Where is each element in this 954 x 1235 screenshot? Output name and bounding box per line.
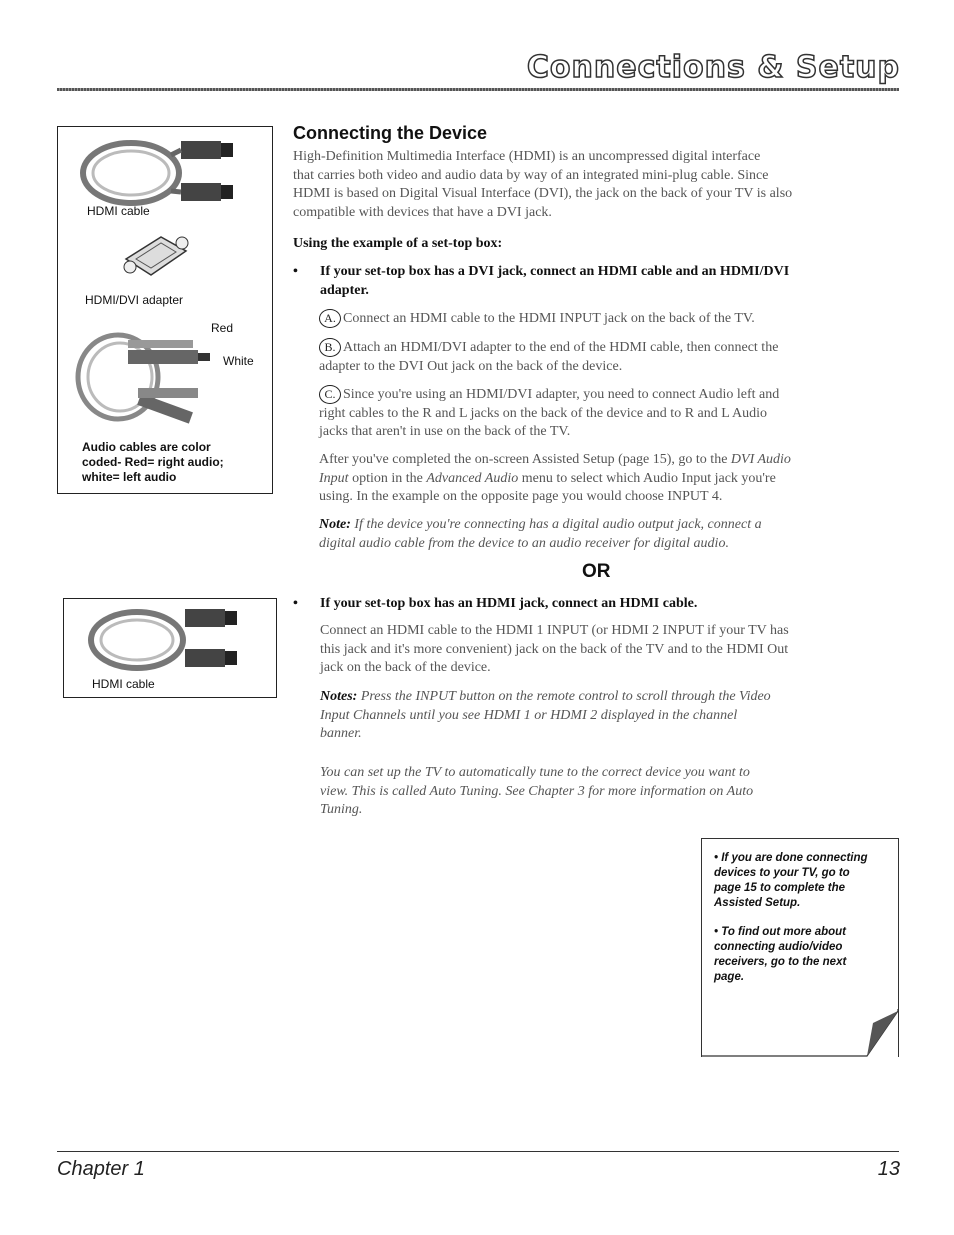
bullet2-paragraph [320,622,900,678]
note-label: Note: [319,517,351,532]
step-b [319,338,899,376]
tip-line: • To find out more about [714,926,846,938]
audio-caption-line3: white= left audio [82,470,177,484]
tip-line: • If you are done connecting [714,852,868,864]
hdmi-cable-illustration [82,603,242,677]
hdmi-cable-caption: HDMI cable [87,204,150,218]
bullet2-line: Connect an HDMI cable to the HDMI 1 INPUT (or HDMI 2 INPUT if your TV has [320,623,789,638]
after-text: using. In the example on the opposite page you would choose INPUT 4. [319,489,723,504]
after-setup-paragraph [319,451,904,507]
step-b-line1: Attach an HDMI/DVI adapter to the end of the HDMI cable, then connect the [343,340,779,355]
step-c-line2: right cables to the R and L jacks on the back of the device and to R and L Audio [319,405,768,421]
tip-line: page. [714,971,745,983]
tip-box [701,838,899,1057]
step-b-line2: adapter to the DVI Out jack on the back of the device. [319,358,623,374]
footer-rule [57,1151,899,1152]
tip-line: devices to your TV, go to [714,867,850,879]
bullet2: If your set-top box has an HDMI jack, connect an HDMI cable. [320,596,698,611]
step-a-marker: A. [319,309,341,328]
step-a-text: Connect an HDMI cable to the HDMI INPUT jack on the back of the TV. [343,311,755,326]
hdmi-cable-caption: HDMI cable [92,677,155,691]
step-c [319,385,899,442]
red-label: Red [211,321,234,335]
bullet2-line: this jack and it's more convenient) jack on the back of the TV and to the HDMI Out [320,641,789,657]
adapter-caption: HDMI/DVI adapter [85,293,184,307]
auto-line: You can set up the TV to automatically tune to the correct device you want to [320,765,750,780]
cable-illustration-box [57,126,273,494]
step-c-line1: Since you're using an HDMI/DVI adapter, you need to connect Audio left and [343,387,780,402]
auto-tuning-paragraph [320,764,900,820]
hdmi-cable-illustration [76,133,236,213]
intro-line: compatible with devices that have a DVI jack. [293,204,552,220]
page-title: Connections & Setup [526,50,900,85]
bullet2-line: jack on the back of the device. [320,660,491,675]
notes-line1: Press the INPUT button on the remote control to scroll through the Video [357,689,771,704]
audio-cables-illustration [68,312,218,437]
intro-paragraph [293,148,893,222]
tip-done-connecting [714,851,894,911]
section-heading: Connecting the Device [293,123,488,143]
hdmi-cable-box [63,598,277,698]
audio-caption-line1: Audio cables are color [82,440,211,454]
bullet-dot: • [293,264,298,279]
tip-line: page 15 to complete the [714,882,846,894]
bullet1-line1: If your set-top box has a DVI jack, connect an HDMI cable and an HDMI/DVI [320,264,790,279]
after-text: option in the [348,470,427,486]
after-italic: Advanced Audio [426,470,519,486]
page-number: 13 [877,1158,900,1180]
tip-line: Assisted Setup. [714,897,801,909]
page-curl-icon [701,1009,899,1057]
white-label: White [223,354,254,368]
after-italic: DVI Audio [730,452,791,467]
after-text: After you've completed the on-screen Assisted Setup (page 15), go to the [319,452,731,467]
notes-paragraph [320,688,900,744]
note-line2: digital audio cable from the device to an audio receiver for digital audio. [319,535,729,551]
tip-audio-video [714,925,894,985]
tip-line: connecting audio/video [714,941,843,953]
auto-line: view. This is called Auto Tuning. See Chapter 3 for more information on Auto [320,783,754,799]
step-b-marker: B. [319,338,341,357]
notes-line3: banner. [320,726,362,741]
hdmi-dvi-adapter-illustration [116,229,196,289]
intro-line: High-Definition Multimedia Interface (HDMI) is an uncompressed digital interface [293,149,761,164]
step-a [319,309,899,329]
note-line1: If the device you're connecting has a digital audio output jack, connect a [350,517,762,532]
bullet-dot: • [293,596,298,611]
after-italic: Input [319,470,349,486]
notes-line2: Input Channels until you see HDMI 1 or HDMI 2 displayed in the channel [320,707,738,723]
tip-line: receivers, go to the next [714,956,847,968]
example-heading: Using the example of a set-top box: [293,236,503,251]
auto-line: Tuning. [320,802,363,817]
audio-caption-line2: coded- Red= right audio; [82,455,224,469]
notes-label: Notes: [320,689,358,704]
intro-line: that carries both video and audio data by way of an integrated mini-plug cable. Since [293,167,769,183]
or-divider: OR [582,561,611,582]
intro-line: HDMI is based on Digital Visual Interface (DVI), the jack on the back of your TV is also [293,186,793,201]
after-text: menu to select which Audio Input jack you're [518,470,776,486]
note-paragraph [319,516,904,553]
chapter-label: Chapter 1 [57,1158,145,1180]
step-c-line3: jacks that aren't in use on the back of the TV. [319,424,571,439]
title-rule [57,88,899,91]
step-c-marker: C. [319,385,341,404]
bullet1-line2: adapter. [320,283,369,298]
